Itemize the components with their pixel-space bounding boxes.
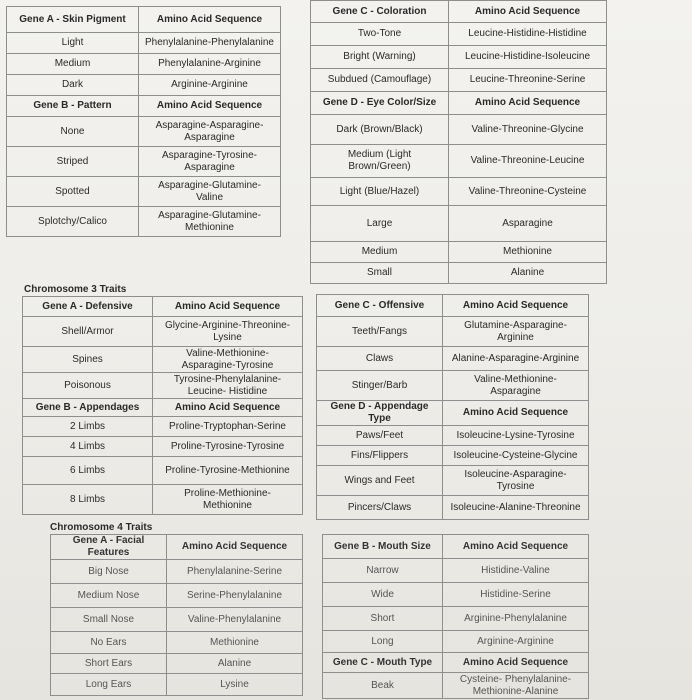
table-row — [51, 632, 303, 654]
sequence-line-1: Asparagine-Glutamine- — [158, 209, 261, 221]
table-row — [23, 437, 303, 457]
table-row — [23, 347, 303, 373]
table-row — [23, 485, 303, 515]
table-header-row — [317, 295, 589, 317]
sequence-line-1: Glutamine-Asparagine- — [464, 319, 567, 331]
sequence-line-2: Methionine — [185, 221, 234, 233]
defensive-appendages-table — [22, 296, 303, 515]
sequence-line-1: Asparagine-Asparagine- — [155, 119, 264, 131]
sequence-cell: Arginine-Phenylalanine — [443, 607, 589, 631]
sequence-line-2: Asparagine — [490, 385, 541, 397]
sequence-cell — [443, 673, 589, 699]
table-row — [51, 584, 303, 608]
trait-cell: Narrow — [323, 559, 443, 583]
sequence-cell — [153, 373, 303, 399]
gene-header: Gene C - Coloration — [311, 1, 449, 23]
sequence-cell: Leucine-Threonine-Serine — [449, 69, 607, 92]
table-row — [51, 654, 303, 674]
sequence-line-1: Valine-Methionine- — [186, 347, 269, 359]
sequence-cell: Alanine — [167, 654, 303, 674]
sequence-cell: Histidine-Valine — [443, 559, 589, 583]
trait-cell: Splotchy/Calico — [7, 207, 139, 237]
gene-header: Gene C - Mouth Type — [323, 653, 443, 673]
table-row — [323, 607, 589, 631]
table-row — [23, 399, 303, 417]
table-row — [317, 371, 589, 401]
table-row — [311, 115, 607, 145]
chromosome-3-title: Chromosome 3 Traits — [24, 284, 127, 295]
trait-cell: Small — [311, 263, 449, 284]
sequence-header: Amino Acid Sequence — [449, 1, 607, 23]
sequence-cell: Lysine — [167, 674, 303, 696]
trait-cell: Striped — [7, 147, 139, 177]
sequence-cell: Isoleucine-Cysteine-Glycine — [443, 446, 589, 466]
table-row — [7, 147, 281, 177]
table-row — [7, 96, 281, 117]
trait-cell: Beak — [323, 673, 443, 699]
sequence-line-2: Asparagine — [184, 131, 235, 143]
mouth-table — [322, 534, 589, 699]
sequence-cell — [139, 207, 281, 237]
sequence-cell: Alanine — [449, 263, 607, 284]
trait-cell: Paws/Feet — [317, 426, 443, 446]
table-row — [323, 673, 589, 699]
trait-cell: Long — [323, 631, 443, 653]
sequence-header: Amino Acid Sequence — [167, 535, 303, 560]
sequence-line-2: Valine — [195, 191, 224, 203]
sequence-line-2: Tyrosine — [496, 480, 535, 492]
table-row — [7, 33, 281, 54]
table-row — [317, 401, 589, 426]
sequence-line-1: Isoleucine-Asparagine- — [464, 468, 567, 480]
table-header-row — [7, 7, 281, 33]
sequence-cell — [443, 317, 589, 347]
sequence-line-2: Methionine-Alanine — [472, 685, 559, 697]
table-header-row — [311, 1, 607, 23]
trait-cell: Subdued (Camouflage) — [311, 69, 449, 92]
table-row — [311, 92, 607, 115]
trait-cell: Poisonous — [23, 373, 153, 399]
sequence-header: Amino Acid Sequence — [139, 7, 281, 33]
table-row — [311, 145, 607, 178]
table-row — [317, 496, 589, 520]
sequence-cell — [139, 177, 281, 207]
table-row — [311, 23, 607, 46]
gene-header: Gene D - Eye Color/Size — [311, 92, 449, 115]
sequence-cell: Methionine — [167, 632, 303, 654]
sequence-cell: Phenylalanine-Arginine — [139, 54, 281, 75]
gene-header: Gene B - Appendages — [23, 399, 153, 417]
coloration-eye-table — [310, 0, 607, 284]
sequence-line-2: Lysine — [213, 331, 242, 343]
sequence-cell: Asparagine — [449, 206, 607, 242]
table-row — [311, 206, 607, 242]
sequence-cell: Leucine-Histidine-Isoleucine — [449, 46, 607, 69]
sequence-cell — [139, 147, 281, 177]
sequence-cell — [443, 466, 589, 496]
trait-cell: Two-Tone — [311, 23, 449, 46]
trait-cell: Spotted — [7, 177, 139, 207]
gene-header: Gene A - Defensive — [23, 297, 153, 317]
sequence-cell: Alanine-Asparagine-Arginine — [443, 347, 589, 371]
sequence-line-1: Glycine-Arginine-Threonine- — [164, 319, 291, 331]
sequence-cell: Proline-Tyrosine-Methionine — [153, 457, 303, 485]
sequence-cell — [139, 117, 281, 147]
sequence-cell: Valine-Phenylalanine — [167, 608, 303, 632]
trait-cell: 6 Limbs — [23, 457, 153, 485]
table-row — [23, 373, 303, 399]
trait-cell: Spines — [23, 347, 153, 373]
table-row — [311, 242, 607, 263]
trait-cell — [311, 145, 449, 178]
sequence-cell: Arginine-Arginine — [139, 75, 281, 96]
table-row — [317, 466, 589, 496]
table-row — [7, 177, 281, 207]
sequence-cell — [153, 347, 303, 373]
trait-cell: Wide — [323, 583, 443, 607]
sequence-cell: Proline-Tyrosine-Tyrosine — [153, 437, 303, 457]
skin-pattern-table — [6, 6, 281, 237]
chromosome-4-title: Chromosome 4 Traits — [50, 522, 153, 533]
sequence-cell: Valine-Threonine-Glycine — [449, 115, 607, 145]
table-row — [311, 46, 607, 69]
table-row — [51, 674, 303, 696]
table-row — [51, 608, 303, 632]
trait-cell: Medium — [7, 54, 139, 75]
sequence-line-1: Proline-Methionine- — [184, 487, 271, 499]
table-row — [317, 426, 589, 446]
sequence-cell: Proline-Tryptophan-Serine — [153, 417, 303, 437]
trait-cell: Light — [7, 33, 139, 54]
trait-cell: Medium — [311, 242, 449, 263]
trait-cell: Light (Blue/Hazel) — [311, 178, 449, 206]
sequence-cell: Valine-Threonine-Cysteine — [449, 178, 607, 206]
table-row — [23, 417, 303, 437]
gene-header: Gene A - Skin Pigment — [7, 7, 139, 33]
table-row — [317, 317, 589, 347]
table-row — [311, 178, 607, 206]
facial-features-table — [50, 534, 303, 696]
trait-cell: Large — [311, 206, 449, 242]
trait-cell: Short Ears — [51, 654, 167, 674]
sequence-line-1: Tyrosine-Phenylalanine- — [173, 373, 282, 385]
sequence-cell: Leucine-Histidine-Histidine — [449, 23, 607, 46]
sequence-cell: Valine-Threonine-Leucine — [449, 145, 607, 178]
trait-cell: Shell/Armor — [23, 317, 153, 347]
sequence-header: Amino Acid Sequence — [443, 535, 589, 559]
trait-line-2: Brown/Green) — [348, 161, 411, 172]
table-row — [311, 263, 607, 284]
table-row — [7, 75, 281, 96]
table-row — [311, 69, 607, 92]
table-row — [317, 446, 589, 466]
table-header-row — [51, 535, 303, 560]
sequence-line-2: Leucine- Histidine — [187, 385, 268, 397]
trait-cell: 2 Limbs — [23, 417, 153, 437]
trait-cell: Long Ears — [51, 674, 167, 696]
sequence-cell: Arginine-Arginine — [443, 631, 589, 653]
sequence-header: Amino Acid Sequence — [443, 653, 589, 673]
table-header-row — [323, 535, 589, 559]
trait-cell: 8 Limbs — [23, 485, 153, 515]
table-row — [7, 207, 281, 237]
gene-header: Gene B - Mouth Size — [323, 535, 443, 559]
table-row — [51, 560, 303, 584]
sequence-cell: Phenylalanine-Phenylalanine — [139, 33, 281, 54]
trait-cell: Big Nose — [51, 560, 167, 584]
sequence-cell: Serine-Phenylalanine — [167, 584, 303, 608]
trait-cell: 4 Limbs — [23, 437, 153, 457]
sequence-line-2: Methionine — [203, 499, 252, 511]
table-row — [323, 631, 589, 653]
table-row — [323, 653, 589, 673]
sequence-header: Amino Acid Sequence — [443, 401, 589, 426]
table-row — [23, 457, 303, 485]
sequence-cell: Isoleucine-Alanine-Threonine — [443, 496, 589, 520]
sequence-line-2: Arginine — [497, 331, 534, 343]
gene-header: Gene B - Pattern — [7, 96, 139, 117]
table-row — [23, 317, 303, 347]
table-row — [317, 347, 589, 371]
table-row — [323, 583, 589, 607]
trait-cell: Claws — [317, 347, 443, 371]
trait-cell: Short — [323, 607, 443, 631]
sequence-header: Amino Acid Sequence — [139, 96, 281, 117]
trait-cell: Medium Nose — [51, 584, 167, 608]
trait-line-1: Medium (Light — [347, 149, 412, 160]
table-header-row — [23, 297, 303, 317]
sequence-cell — [153, 317, 303, 347]
sequence-header: Amino Acid Sequence — [153, 297, 303, 317]
trait-cell: Pincers/Claws — [317, 496, 443, 520]
trait-cell: None — [7, 117, 139, 147]
trait-cell: Small Nose — [51, 608, 167, 632]
sequence-line-2: Asparagine — [184, 161, 235, 173]
trait-cell: Wings and Feet — [317, 466, 443, 496]
offensive-appendage-type-table — [316, 294, 589, 520]
sequence-header: Amino Acid Sequence — [153, 399, 303, 417]
sequence-cell — [153, 485, 303, 515]
table-row — [7, 54, 281, 75]
sequence-cell: Methionine — [449, 242, 607, 263]
sequence-line-2: Asparagine-Tyrosine — [181, 359, 274, 371]
trait-cell: Fins/Flippers — [317, 446, 443, 466]
trait-cell: Dark (Brown/Black) — [311, 115, 449, 145]
table-row — [323, 559, 589, 583]
sequence-cell: Phenylalanine-Serine — [167, 560, 303, 584]
gene-header: Gene A - Facial Features — [51, 535, 167, 560]
trait-cell: Dark — [7, 75, 139, 96]
trait-cell: Teeth/Fangs — [317, 317, 443, 347]
sequence-line-1: Cysteine- Phenylalanine- — [459, 673, 572, 685]
table-row — [7, 117, 281, 147]
sequence-line-1: Asparagine-Tyrosine- — [161, 149, 258, 161]
sequence-header: Amino Acid Sequence — [443, 295, 589, 317]
sequence-cell: Isoleucine-Lysine-Tyrosine — [443, 426, 589, 446]
trait-cell: Stinger/Barb — [317, 371, 443, 401]
trait-cell: Bright (Warning) — [311, 46, 449, 69]
trait-cell: No Ears — [51, 632, 167, 654]
sequence-header: Amino Acid Sequence — [449, 92, 607, 115]
sequence-cell: Histidine-Serine — [443, 583, 589, 607]
sequence-cell — [443, 371, 589, 401]
gene-header: Gene C - Offensive — [317, 295, 443, 317]
sequence-line-1: Asparagine-Glutamine- — [158, 179, 261, 191]
sequence-line-1: Valine-Methionine- — [474, 373, 557, 385]
gene-header: Gene D - Appendage Type — [317, 401, 443, 426]
